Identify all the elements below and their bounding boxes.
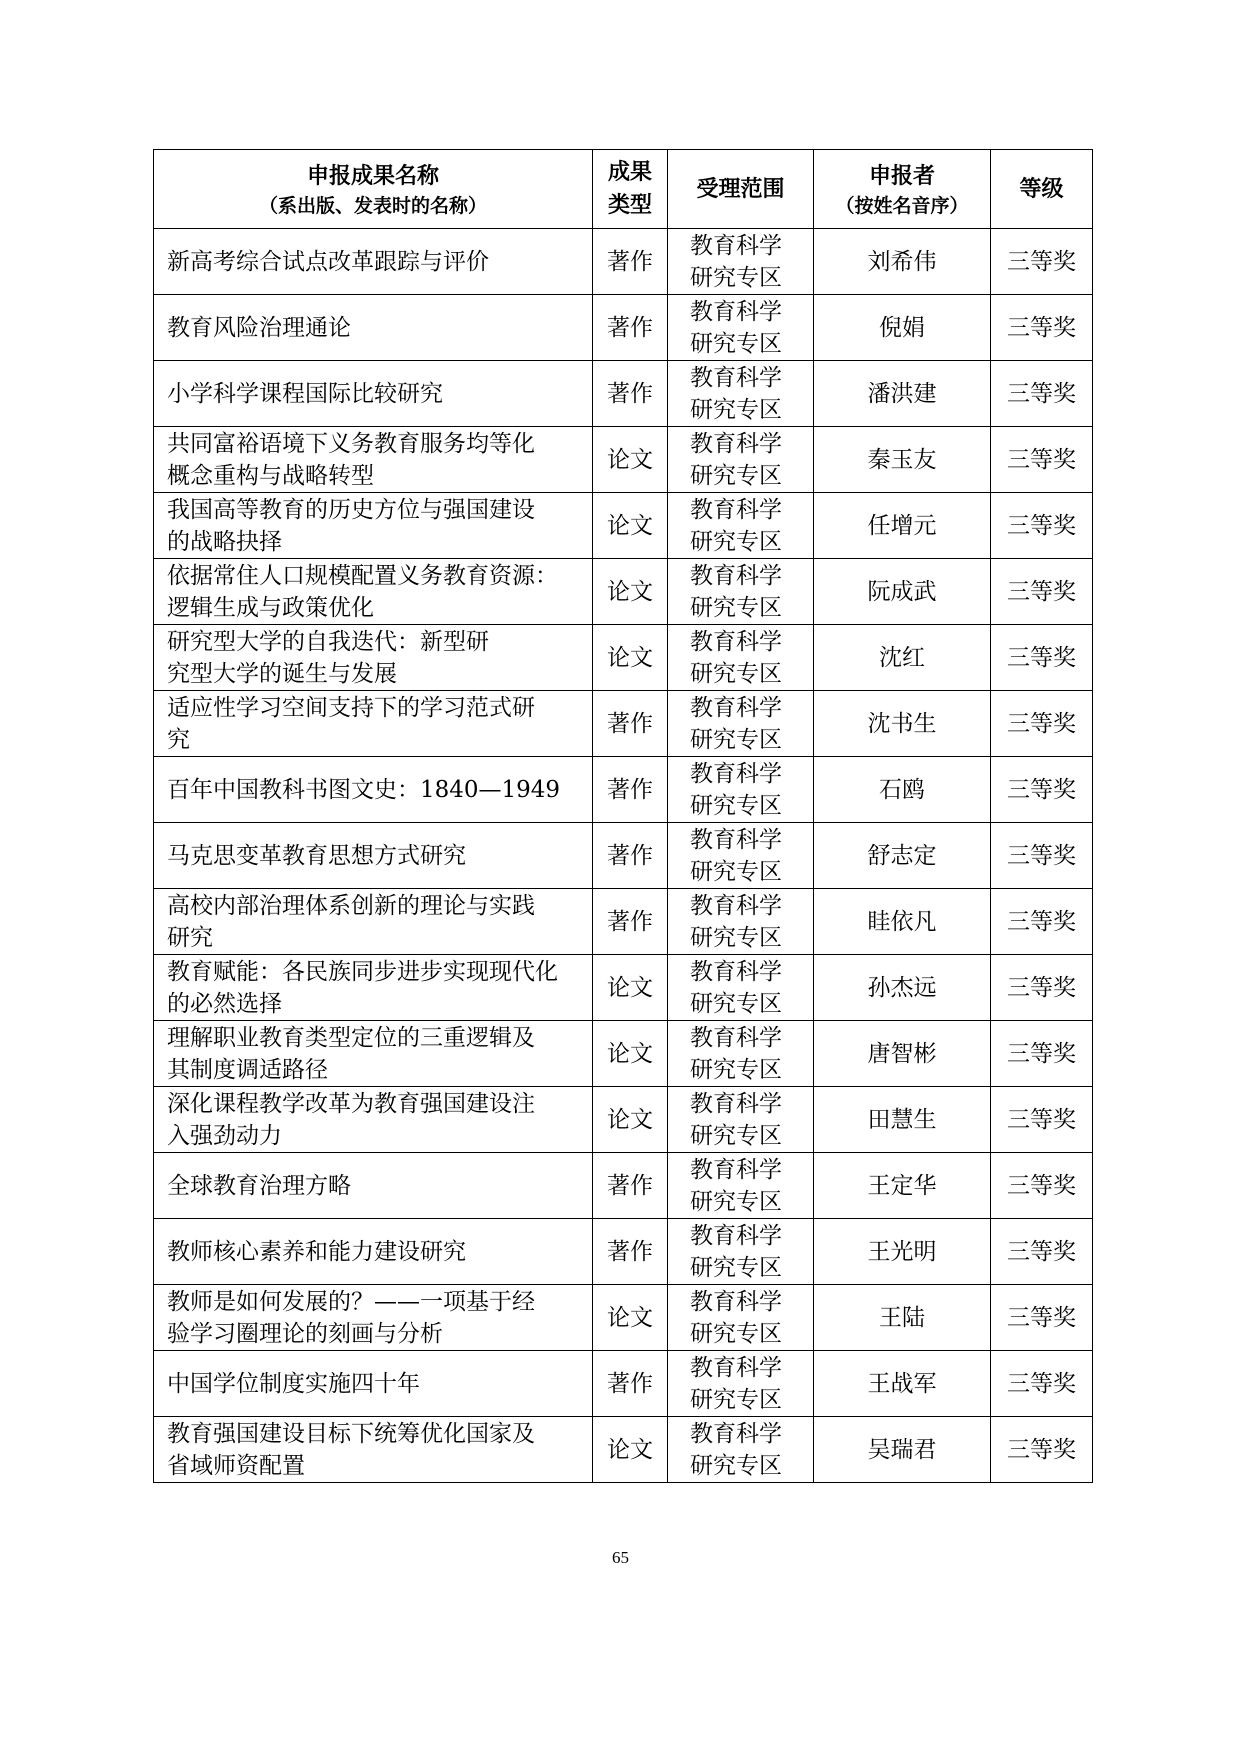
row-title: 马克思变革教育思想方式研究 xyxy=(154,823,593,889)
row-type: 著作 xyxy=(593,1351,668,1417)
row-type: 论文 xyxy=(593,955,668,1021)
row-level: 三等奖 xyxy=(991,295,1093,361)
row-level: 三等奖 xyxy=(991,889,1093,955)
row-title: 中国学位制度实施四十年 xyxy=(154,1351,593,1417)
row-scope: 教育科学 研究专区 xyxy=(668,823,814,889)
row-level: 三等奖 xyxy=(991,823,1093,889)
row-author: 眭依凡 xyxy=(814,889,991,955)
row-title: 深化课程教学改革为教育强国建设注 入强劲动力 xyxy=(154,1087,593,1153)
row-scope: 教育科学 研究专区 xyxy=(668,1153,814,1219)
row-title: 依据常住人口规模配置义务教育资源： 逻辑生成与政策优化 xyxy=(154,559,593,625)
table-row xyxy=(154,691,1093,757)
row-title: 小学科学课程国际比较研究 xyxy=(154,361,593,427)
header-title xyxy=(154,150,593,229)
table-row xyxy=(154,1417,1093,1483)
row-author: 潘洪建 xyxy=(814,361,991,427)
row-scope: 教育科学 研究专区 xyxy=(668,361,814,427)
row-title: 教育风险治理通论 xyxy=(154,295,593,361)
row-scope: 教育科学 研究专区 xyxy=(668,229,814,295)
table-row xyxy=(154,625,1093,691)
row-scope: 教育科学 研究专区 xyxy=(668,1087,814,1153)
row-level: 三等奖 xyxy=(991,559,1093,625)
table-row xyxy=(154,1285,1093,1351)
row-author: 吴瑞君 xyxy=(814,1417,991,1483)
row-author: 王战军 xyxy=(814,1351,991,1417)
row-type: 著作 xyxy=(593,361,668,427)
row-author: 沈红 xyxy=(814,625,991,691)
table-row xyxy=(154,1351,1093,1417)
row-type: 著作 xyxy=(593,1153,668,1219)
row-level: 三等奖 xyxy=(991,1219,1093,1285)
page-number: 65 xyxy=(612,1548,629,1567)
row-author: 刘希伟 xyxy=(814,229,991,295)
row-author: 唐智彬 xyxy=(814,1021,991,1087)
header-author-sub: （按姓名音序） xyxy=(835,194,969,217)
row-level: 三等奖 xyxy=(991,1021,1093,1087)
table-header-row xyxy=(154,150,1093,229)
header-scope: 受理范围 xyxy=(668,150,814,229)
row-title: 教师是如何发展的？——一项基于经 验学习圈理论的刻画与分析 xyxy=(154,1285,593,1351)
table-row xyxy=(154,1153,1093,1219)
row-type: 著作 xyxy=(593,1219,668,1285)
row-author: 倪娟 xyxy=(814,295,991,361)
row-type: 论文 xyxy=(593,625,668,691)
row-type: 著作 xyxy=(593,823,668,889)
row-level: 三等奖 xyxy=(991,361,1093,427)
row-type: 著作 xyxy=(593,295,668,361)
table-row xyxy=(154,1219,1093,1285)
row-scope: 教育科学 研究专区 xyxy=(668,625,814,691)
header-type: 成果 类型 xyxy=(593,150,668,229)
row-title: 适应性学习空间支持下的学习范式研 究 xyxy=(154,691,593,757)
row-scope: 教育科学 研究专区 xyxy=(668,559,814,625)
row-title: 教育强国建设目标下统筹优化国家及 省域师资配置 xyxy=(154,1417,593,1483)
table-row xyxy=(154,295,1093,361)
row-level: 三等奖 xyxy=(991,1417,1093,1483)
table-row xyxy=(154,1087,1093,1153)
row-scope: 教育科学 研究专区 xyxy=(668,757,814,823)
header-author xyxy=(814,150,991,229)
row-author: 王光明 xyxy=(814,1219,991,1285)
row-level: 三等奖 xyxy=(991,757,1093,823)
row-title: 高校内部治理体系创新的理论与实践 研究 xyxy=(154,889,593,955)
row-level: 三等奖 xyxy=(991,691,1093,757)
row-scope: 教育科学 研究专区 xyxy=(668,427,814,493)
row-scope: 教育科学 研究专区 xyxy=(668,1417,814,1483)
header-level: 等级 xyxy=(991,150,1093,229)
row-title: 新高考综合试点改革跟踪与评价 xyxy=(154,229,593,295)
row-scope: 教育科学 研究专区 xyxy=(668,1021,814,1087)
row-author: 任增元 xyxy=(814,493,991,559)
row-author: 石鸥 xyxy=(814,757,991,823)
row-author: 王定华 xyxy=(814,1153,991,1219)
table-row xyxy=(154,823,1093,889)
header-title-main: 申报成果名称 xyxy=(306,163,439,189)
row-type: 著作 xyxy=(593,889,668,955)
table-row xyxy=(154,361,1093,427)
row-scope: 教育科学 研究专区 xyxy=(668,691,814,757)
table-row xyxy=(154,757,1093,823)
row-scope: 教育科学 研究专区 xyxy=(668,1219,814,1285)
row-type: 著作 xyxy=(593,691,668,757)
row-author: 王陆 xyxy=(814,1285,991,1351)
row-title: 研究型大学的自我迭代：新型研 究型大学的诞生与发展 xyxy=(154,625,593,691)
row-title: 我国高等教育的历史方位与强国建设 的战略抉择 xyxy=(154,493,593,559)
row-author: 舒志定 xyxy=(814,823,991,889)
row-level: 三等奖 xyxy=(991,427,1093,493)
row-type: 论文 xyxy=(593,427,668,493)
row-title: 共同富裕语境下义务教育服务均等化 概念重构与战略转型 xyxy=(154,427,593,493)
row-title: 理解职业教育类型定位的三重逻辑及 其制度调适路径 xyxy=(154,1021,593,1087)
row-type: 论文 xyxy=(593,559,668,625)
table-row xyxy=(154,559,1093,625)
row-scope: 教育科学 研究专区 xyxy=(668,295,814,361)
header-title-sub: （系出版、发表时的名称） xyxy=(258,194,487,217)
awards-table xyxy=(153,149,1093,1483)
row-level: 三等奖 xyxy=(991,1351,1093,1417)
row-title: 全球教育治理方略 xyxy=(154,1153,593,1219)
header-author-main: 申报者 xyxy=(868,163,935,189)
table-row xyxy=(154,889,1093,955)
row-type: 论文 xyxy=(593,493,668,559)
table-row xyxy=(154,229,1093,295)
row-level: 三等奖 xyxy=(991,1087,1093,1153)
row-level: 三等奖 xyxy=(991,955,1093,1021)
row-scope: 教育科学 研究专区 xyxy=(668,955,814,1021)
row-type: 论文 xyxy=(593,1417,668,1483)
row-scope: 教育科学 研究专区 xyxy=(668,1285,814,1351)
row-level: 三等奖 xyxy=(991,229,1093,295)
row-title: 教师核心素养和能力建设研究 xyxy=(154,1219,593,1285)
row-level: 三等奖 xyxy=(991,1285,1093,1351)
row-level: 三等奖 xyxy=(991,1153,1093,1219)
row-scope: 教育科学 研究专区 xyxy=(668,493,814,559)
row-type: 论文 xyxy=(593,1285,668,1351)
table-row xyxy=(154,427,1093,493)
row-type: 著作 xyxy=(593,757,668,823)
row-author: 沈书生 xyxy=(814,691,991,757)
row-scope: 教育科学 研究专区 xyxy=(668,1351,814,1417)
table-body xyxy=(154,229,1093,1483)
row-author: 孙杰远 xyxy=(814,955,991,1021)
row-author: 阮成武 xyxy=(814,559,991,625)
row-title: 百年中国教科书图文史：1840—1949 xyxy=(154,757,593,823)
row-type: 论文 xyxy=(593,1021,668,1087)
row-author: 田慧生 xyxy=(814,1087,991,1153)
row-level: 三等奖 xyxy=(991,625,1093,691)
table-row xyxy=(154,493,1093,559)
row-level: 三等奖 xyxy=(991,493,1093,559)
row-author: 秦玉友 xyxy=(814,427,991,493)
row-type: 论文 xyxy=(593,1087,668,1153)
row-scope: 教育科学 研究专区 xyxy=(668,889,814,955)
table-row xyxy=(154,1021,1093,1087)
row-title: 教育赋能：各民族同步进步实现现代化 的必然选择 xyxy=(154,955,593,1021)
table-row xyxy=(154,955,1093,1021)
row-type: 著作 xyxy=(593,229,668,295)
